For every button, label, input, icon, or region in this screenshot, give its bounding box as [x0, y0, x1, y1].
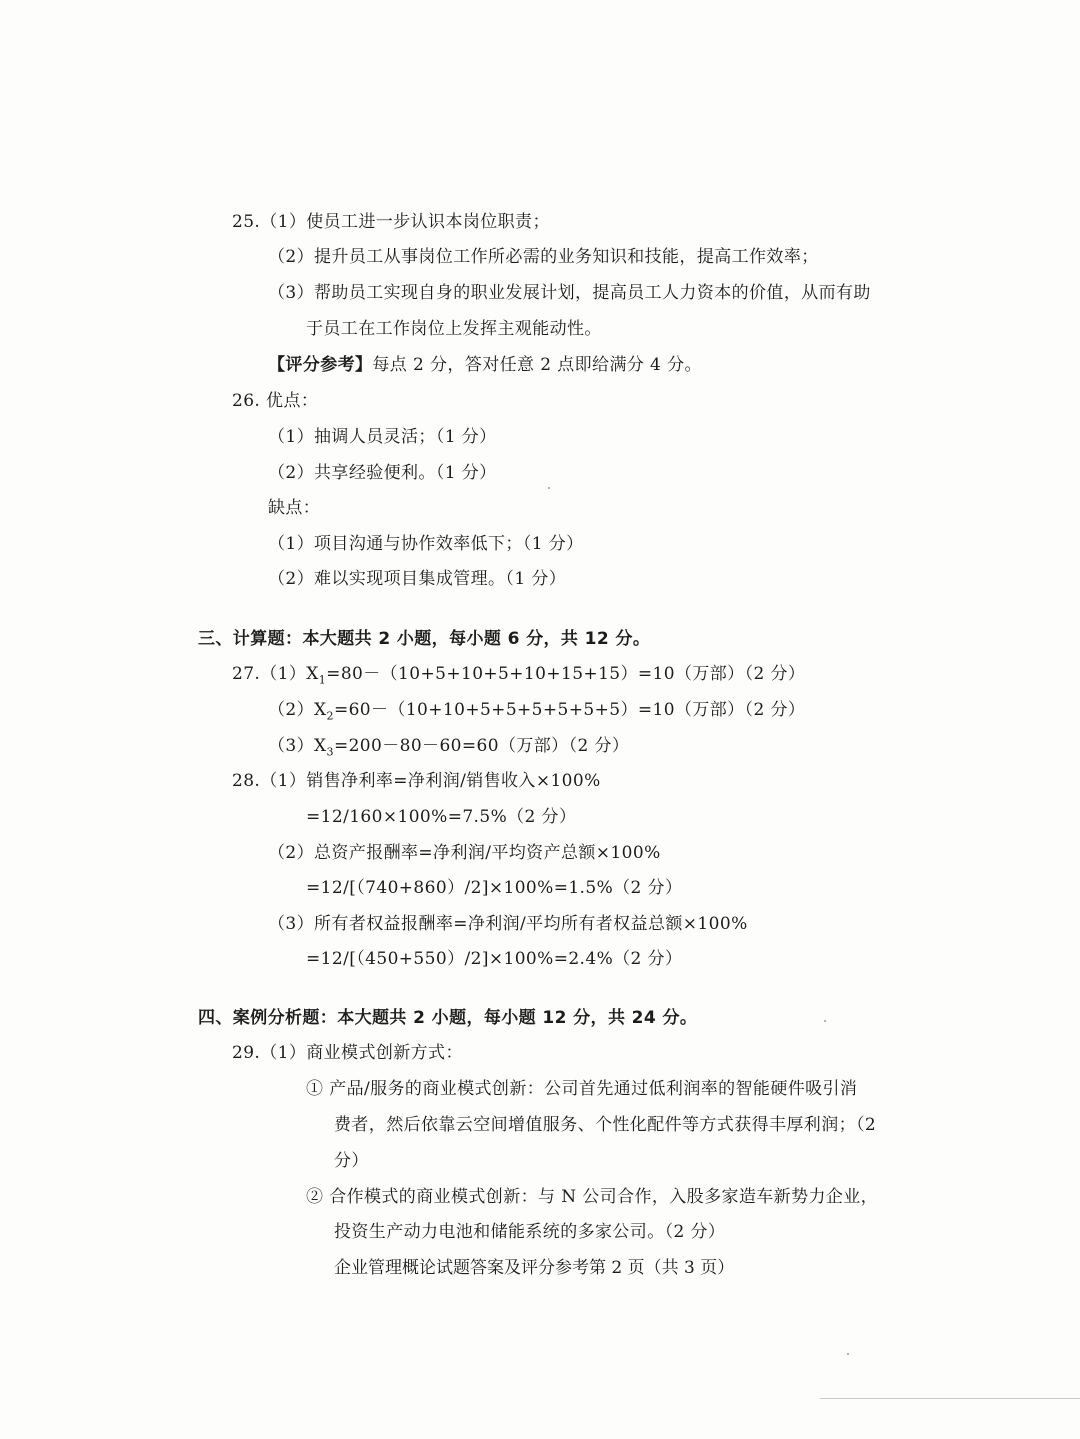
q27-l2-prefix: （2）X [268, 700, 327, 720]
q29-line-6: 投资生产动力电池和储能系统的多家公司。（2 分） [334, 1222, 726, 1242]
q27-l3-prefix: （3）X [268, 736, 327, 756]
q25-line-4: 于员工在工作岗位上发挥主观能动性。 [306, 319, 602, 339]
q27-line-1 [232, 663, 805, 685]
q28-line-3: （2）总资产报酬率=净利润/平均资产总额×100% [268, 843, 661, 863]
q27-l1-rest: =80－（10+5+10+5+10+15+15）=10（万部）（2 分） [326, 664, 806, 684]
q26-line-3: （2）共享经验便利。（1 分） [268, 463, 497, 483]
q28-line-6: =12/[（450+550）/2]×100%=2.4%（2 分） [306, 949, 683, 969]
q27-l1-sub: 1 [318, 673, 327, 687]
q26-line-2: （1）抽调人员灵活；（1 分） [268, 427, 497, 447]
q29-line-2: ① 产品/服务的商业模式创新：公司首先通过低利润率的智能硬件吸引消 [306, 1079, 858, 1099]
scan-speck [847, 1353, 849, 1355]
page-footer: 企业管理概论试题答案及评分参考第 2 页（共 3 页） [334, 1258, 735, 1278]
grading-text: 每点 2 分，答对任意 2 点即给满分 4 分。 [372, 355, 702, 375]
q28-line-4: =12/[（740+860）/2]×100%=1.5%（2 分） [306, 878, 683, 898]
q27-l3-sub: 3 [326, 745, 334, 759]
section-3-heading: 三、计算题：本大题共 2 小题，每小题 6 分，共 12 分。 [198, 629, 651, 649]
q27-line-3 [268, 735, 629, 757]
q26-line-5: （1）项目沟通与协作效率低下；（1 分） [268, 534, 584, 554]
scan-speck [824, 1020, 826, 1022]
q28-line-1: 28.（1）销售净利率=净利润/销售收入×100% [232, 771, 601, 791]
q25-line-3: （3）帮助员工实现自身的职业发展计划，提高员工人力资本的价值，从而有助 [268, 283, 871, 303]
q27-l3-rest: =200－80－60=60（万部）（2 分） [333, 736, 630, 756]
q25-line-1: 25.（1）使员工进一步认识本岗位职责； [232, 212, 550, 232]
scan-edge-line [820, 1398, 1080, 1399]
q29-line-3: 费者，然后依靠云空间增值服务、个性化配件等方式获得丰厚利润；（2 [334, 1115, 877, 1135]
q25-grading [268, 354, 702, 376]
q27-l2-sub: 2 [326, 709, 334, 723]
q29-line-4: 分） [334, 1151, 369, 1171]
q27-line-2 [268, 699, 805, 721]
q25-line-2: （2）提升员工从事岗位工作所必需的业务知识和技能，提高工作效率； [268, 247, 819, 267]
q26-line-4: 缺点： [268, 498, 321, 518]
q26-line-1: 26. 优点： [232, 391, 319, 411]
section-4-heading: 四、案例分析题：本大题共 2 小题，每小题 12 分，共 24 分。 [198, 1008, 698, 1028]
q27-l1-prefix: 27.（1）X [232, 664, 319, 684]
q28-line-5: （3）所有者权益报酬率=净利润/平均所有者权益总额×100% [268, 914, 748, 934]
q28-line-2: =12/160×100%=7.5%（2 分） [306, 807, 577, 827]
q27-l2-rest: =60－（10+10+5+5+5+5+5+5）=10（万部）（2 分） [333, 700, 806, 720]
grading-label: 【评分参考】 [268, 355, 373, 375]
scan-speck [548, 487, 550, 489]
q29-line-5: ② 合作模式的商业模式创新：与 N 公司合作，入股多家造车新势力企业， [306, 1187, 879, 1207]
q26-line-6: （2）难以实现项目集成管理。（1 分） [268, 569, 567, 589]
q29-line-1: 29.（1）商业模式创新方式： [232, 1043, 463, 1063]
